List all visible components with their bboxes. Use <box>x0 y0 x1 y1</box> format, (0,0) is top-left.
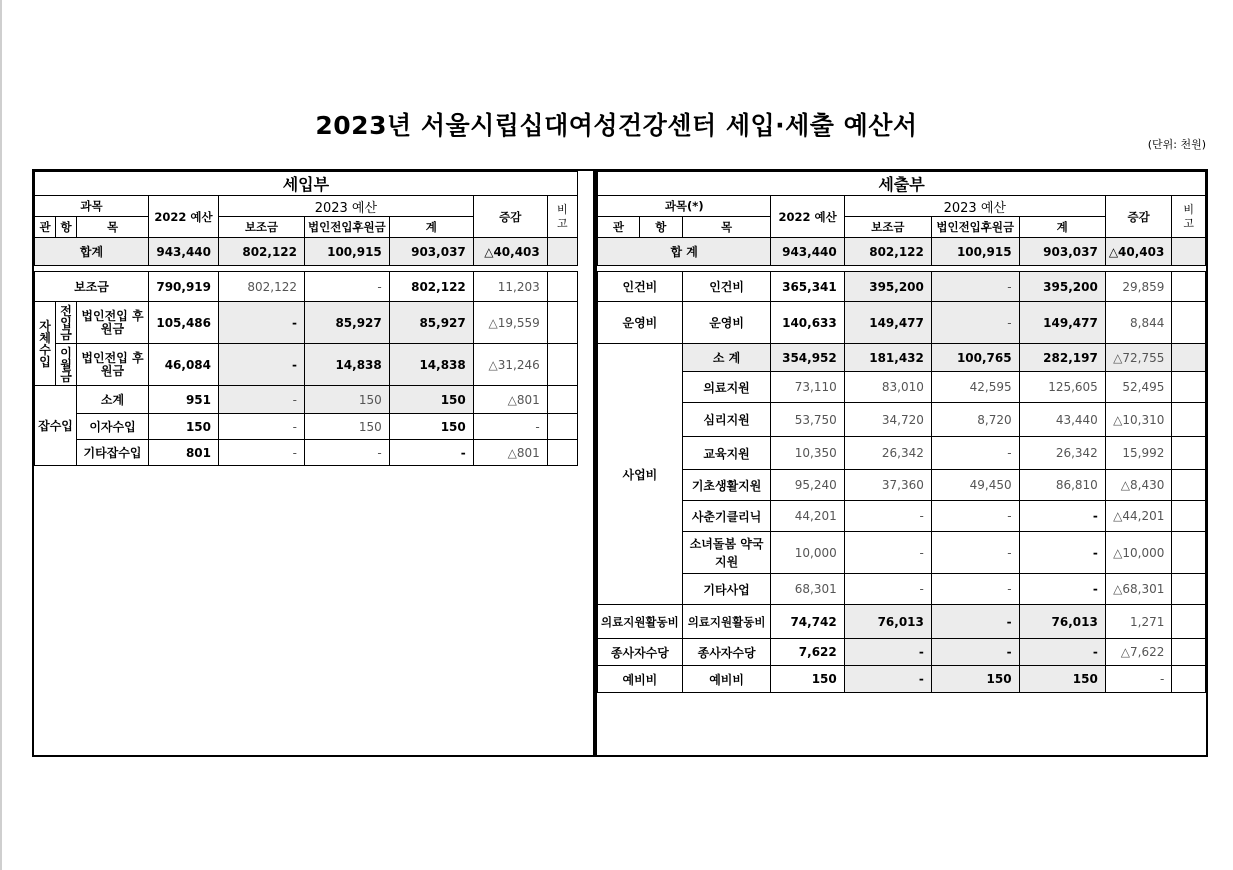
income-total-subsidy: 802,122 <box>219 238 305 266</box>
income-self-label: 자체수입 <box>35 302 56 386</box>
expense-total-row: 합 계 943,440 802,122 100,915 903,037 △40,403 <box>598 238 1206 266</box>
expense-business-row: 교육지원 10,350 26,342 - 26,342 15,992 <box>598 437 1206 470</box>
income-panel <box>32 169 595 757</box>
expense-table <box>597 171 1206 693</box>
income-sum-header: 계 <box>389 217 473 238</box>
expense-mok-header: 목 <box>682 217 771 238</box>
income-total-prev: 943,440 <box>149 238 219 266</box>
income-transfer-row: 자체수입 전입금 법인전입 후원금 105,486 - 85,927 85,927 △19,559 <box>35 302 578 344</box>
expense-note-header: 비 고 <box>1172 196 1206 238</box>
expense-business-row: 소녀돌봄 약국지원 10,000 - - - △10,000 <box>598 532 1206 574</box>
income-gwan-header: 관 <box>35 217 56 238</box>
expense-prev-header: 2022 예산 <box>771 196 844 238</box>
income-hang-header: 항 <box>56 217 77 238</box>
income-total-corp: 100,915 <box>305 238 390 266</box>
income-interest-row: 이자수입 150 - 150 150 - <box>35 414 578 440</box>
income-total-sum: 903,037 <box>389 238 473 266</box>
income-carryover-row: 이월금 법인전입 후원금 46,084 - 14,838 14,838 △31,246 <box>35 344 578 386</box>
expense-business-label: 사업비 <box>598 344 683 605</box>
expense-business-row: 기타사업 68,301 - - - △68,301 <box>598 574 1206 605</box>
expense-business-row: 의료지원 73,110 83,010 42,595 125,605 52,495 <box>598 372 1206 403</box>
income-misc-subtotal-row: 잡수입 소계 951 - 150 150 △801 <box>35 386 578 414</box>
income-other-row: 기타잡수입 801 - - - △801 <box>35 440 578 466</box>
expense-business-subtotal-row: 사업비 소 계 354,952 181,432 100,765 282,197 △72,755 <box>598 344 1206 372</box>
expense-business-row: 기초생활지원 95,240 37,360 49,450 86,810 △8,430 <box>598 470 1206 501</box>
income-carryover-hang: 이월금 <box>56 344 77 386</box>
expense-staff-row: 종사자수당 종사자수당 7,622 - - - △7,622 <box>598 639 1206 666</box>
income-total-label: 합계 <box>35 238 149 266</box>
income-transfer-hang: 전입금 <box>56 302 77 344</box>
income-category-header: 과목 <box>35 196 149 217</box>
expense-medical-activity-row: 의료지원활동비 의료지원활동비 74,742 76,013 - 76,013 1,271 <box>598 605 1206 639</box>
page-title: 2023년 서울시립십대여성건강센터 세입·세출 예산서 <box>315 111 918 140</box>
expense-reserve-row: 예비비 예비비 150 - 150 150 - <box>598 666 1206 693</box>
expense-hang-header: 항 <box>639 217 682 238</box>
unit-label: (단위: 천원) <box>1147 138 1206 151</box>
income-budget-header: 2023 예산 <box>219 196 474 217</box>
income-change-header: 증감 <box>473 196 547 238</box>
expense-change-header: 증감 <box>1105 196 1172 238</box>
income-table <box>34 171 578 466</box>
expense-category-header: 과목(*) <box>598 196 771 217</box>
income-subsidy-row: 보조금 790,919 802,122 - 802,122 11,203 <box>35 272 578 302</box>
expense-budget-header: 2023 예산 <box>844 196 1105 217</box>
income-corp-header: 법인전입후원금 <box>305 217 390 238</box>
expense-operation-row: 운영비 운영비 140,633 149,477 - 149,477 8,844 <box>598 302 1206 344</box>
expense-corp-header: 법인전입후원금 <box>931 217 1019 238</box>
income-mok-header: 목 <box>77 217 149 238</box>
income-prev-header: 2022 예산 <box>149 196 219 238</box>
income-misc-label: 잡수입 <box>35 386 77 466</box>
expense-gwan-header: 관 <box>598 217 640 238</box>
expense-personnel-row: 인건비 인건비 365,341 395,200 - 395,200 29,859 <box>598 272 1206 302</box>
income-subsidy-label: 보조금 <box>35 272 149 302</box>
income-subsidy-header: 보조금 <box>219 217 305 238</box>
income-section-title: 세입부 <box>35 172 578 196</box>
expense-sum-header: 계 <box>1019 217 1105 238</box>
expense-business-row: 사춘기클리닉 44,201 - - - △44,201 <box>598 501 1206 532</box>
expense-panel <box>595 169 1208 757</box>
expense-business-row: 심리지원 53,750 34,720 8,720 43,440 △10,310 <box>598 403 1206 437</box>
expense-subsidy-header: 보조금 <box>844 217 931 238</box>
expense-section-title: 세출부 <box>598 172 1206 196</box>
income-note-header: 비 고 <box>547 196 577 238</box>
expense-total-label: 합 계 <box>598 238 771 266</box>
income-total-row <box>35 238 578 266</box>
income-total-change: △40,403 <box>473 238 547 266</box>
